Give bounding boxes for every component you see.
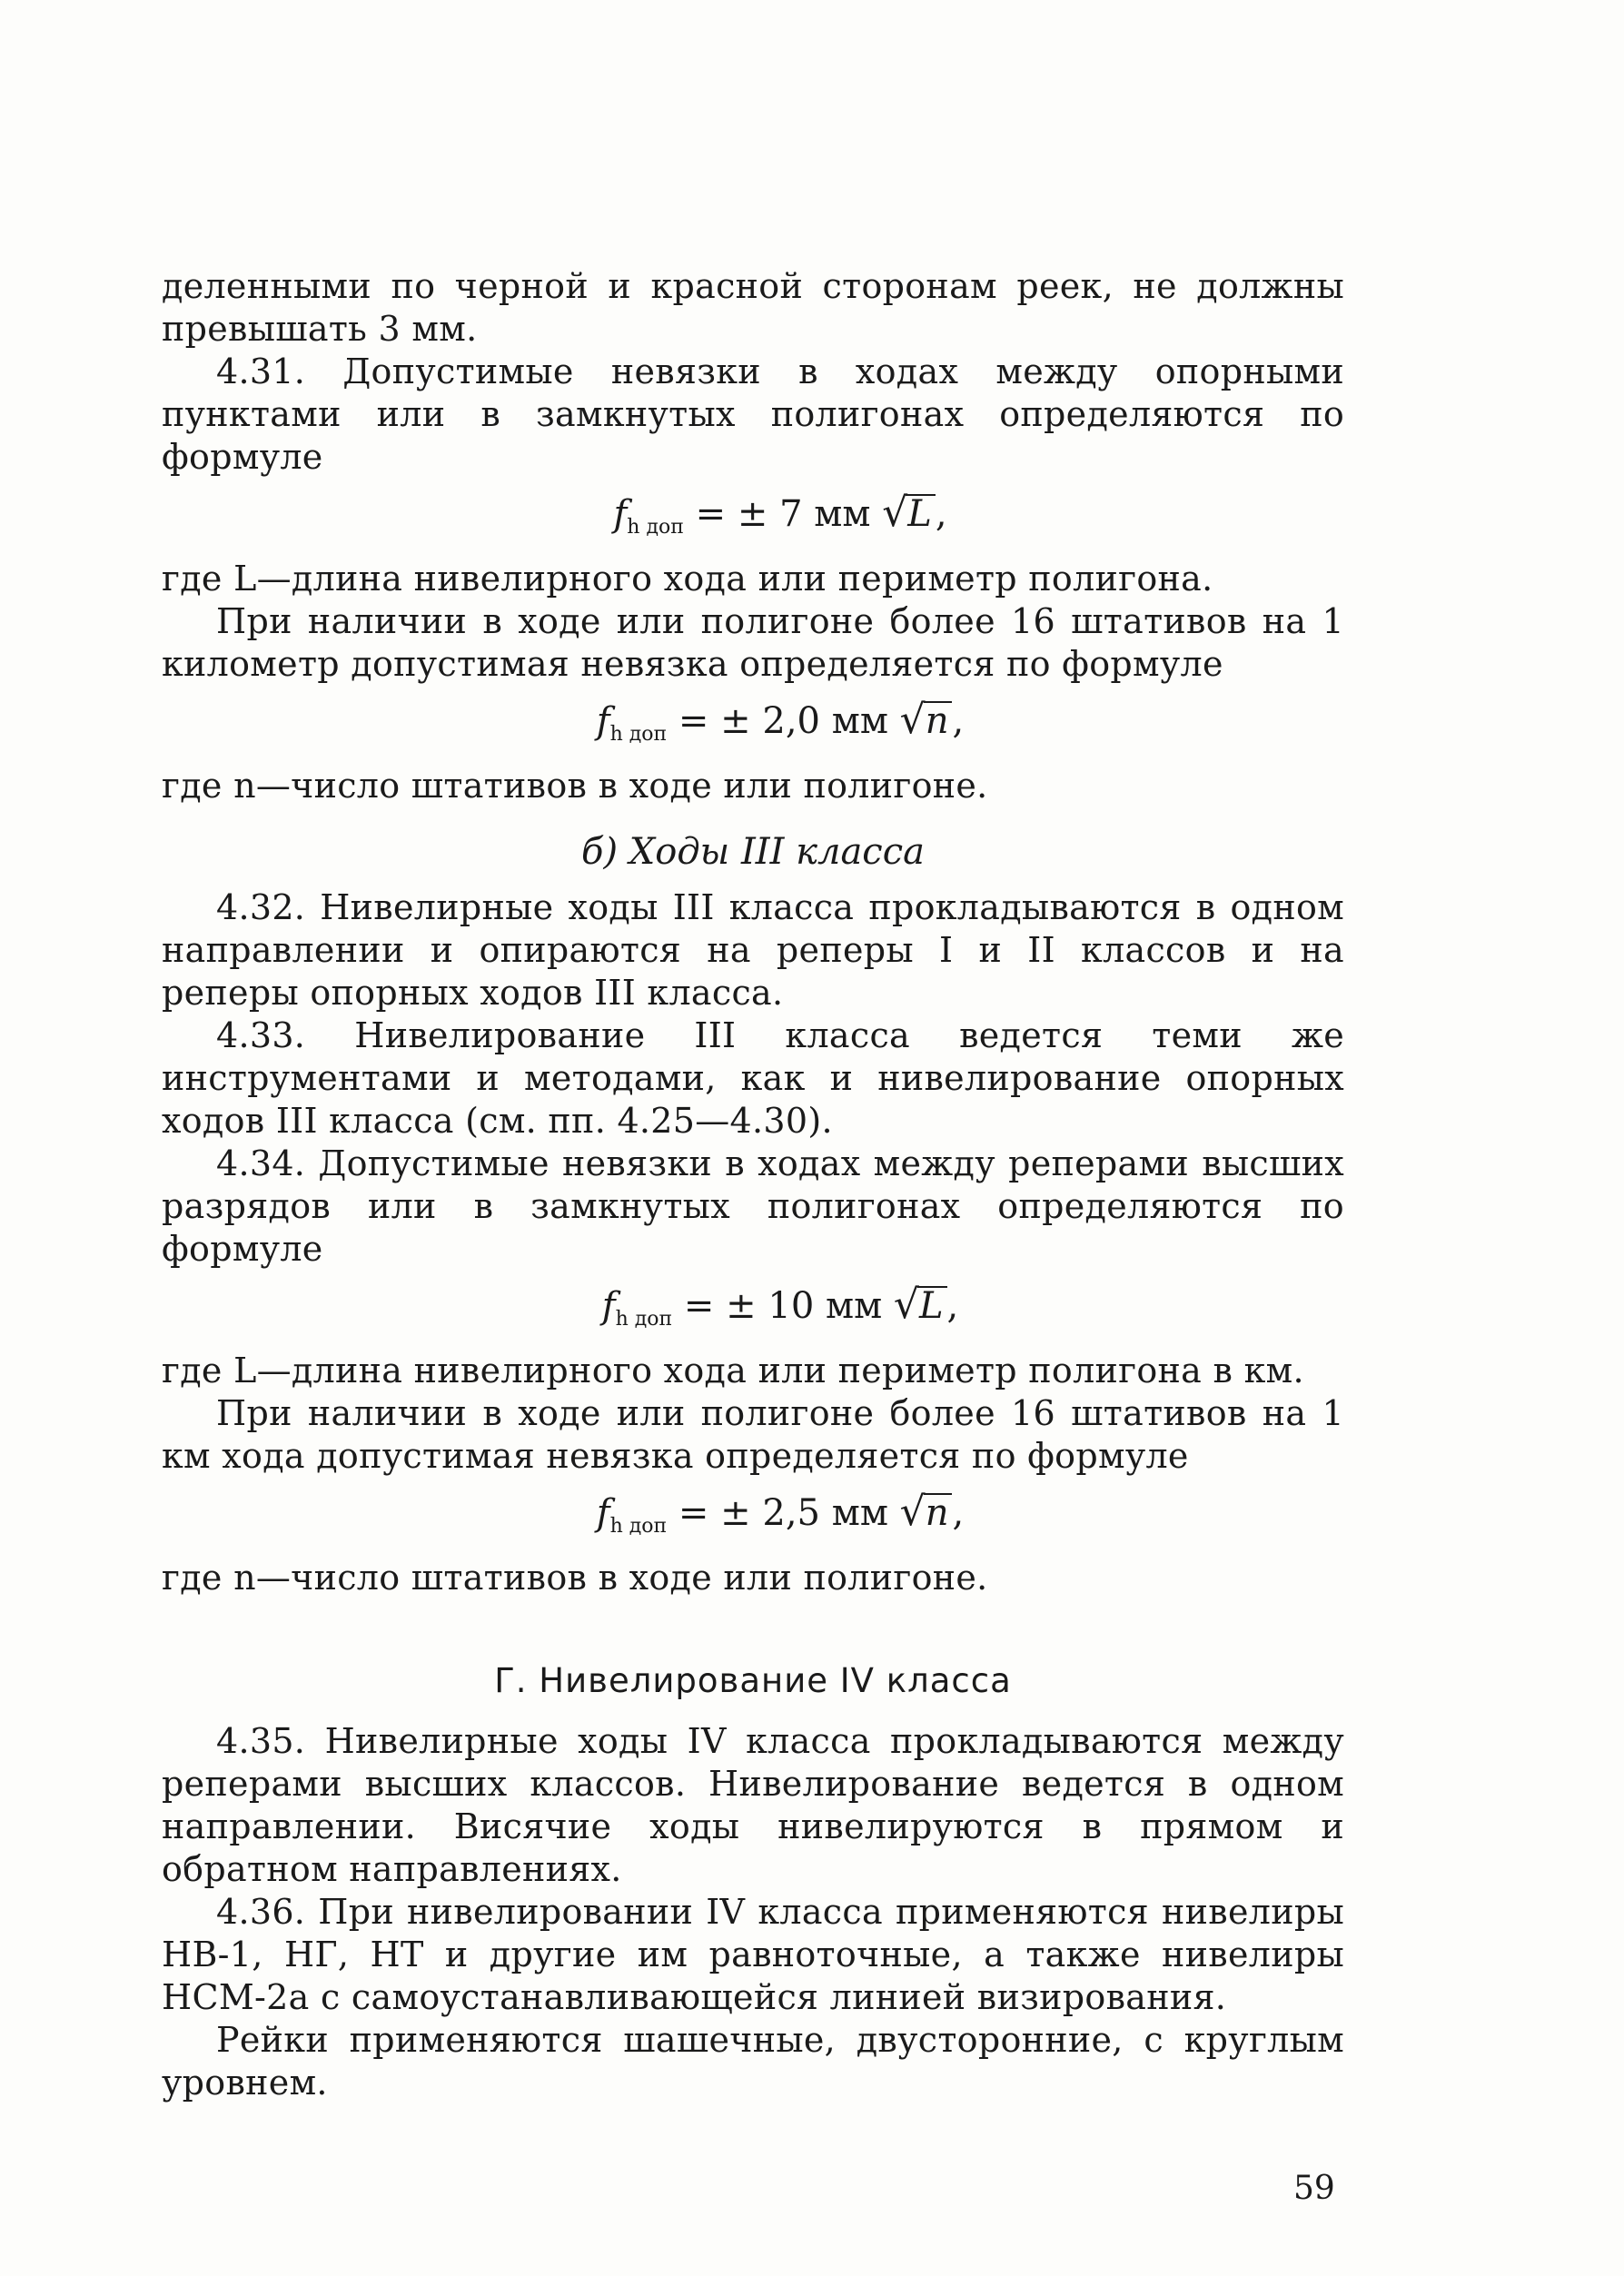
subsection-heading-b: б) Ходы III класса	[581, 831, 925, 873]
paragraph-4-33: 4.33. Нивелирование III класса ведется теми же инструментами и методами, как и нивелирование опорных ходов III класса (см. пп. 4.25—4.30).	[162, 1015, 1344, 1141]
formula-subscript: h доп	[615, 1308, 673, 1331]
paragraph-4-31: 4.31. Допустимые невязки в ходах между опорными пунктами или в замкнутых полигонах определяются по формуле	[162, 351, 1344, 477]
formula-radicand: n	[924, 1493, 953, 1531]
paragraph-4-35: 4.35. Нивелирные ходы IV класса прокладываются между реперами высших классов. Нивелирование ведется в одном направлении. Висячие ходы нивелируются в прямом и обратном направлениях.	[162, 1721, 1344, 1889]
formula-subscript: h доп	[627, 516, 684, 539]
formula-punct: ,	[946, 1285, 959, 1327]
paragraph-16-tripods: При наличии в ходе или полигоне более 16 штативов на 1 километр допустимая невязка определяется по формуле	[162, 601, 1344, 684]
paragraph-rods: Рейки применяются шашечные, двусторонние, с круглым уровнем.	[162, 2020, 1344, 2103]
radical-icon: √	[899, 697, 926, 743]
radical-icon: √	[882, 490, 908, 536]
paragraph-where-n-2: где n—число штативов в ходе или полигоне.	[162, 1558, 988, 1598]
formula-coefficient: = ± 2,0 мм	[667, 700, 888, 742]
formula-radicand: L	[906, 494, 936, 532]
text-column	[162, 265, 1344, 2104]
formula-subscript: h доп	[609, 723, 668, 746]
paragraph-where-L: где L—длина нивелирного хода или периметр полигона.	[162, 559, 1213, 599]
formula-subscript: h доп	[609, 1515, 668, 1538]
paragraph-16-tripods-km: При наличии в ходе или полигоне более 16 штативов на 1 км хода допустимая невязка определяется по формуле	[162, 1393, 1344, 1476]
formula-4-34-n	[162, 1490, 1344, 1548]
formula-4-31	[162, 491, 1344, 549]
paragraph-4-32: 4.32. Нивелирные ходы III класса прокладываются в одном направлении и опираются на реперы I и II классов и на реперы опорных ходов III класса.	[162, 887, 1344, 1013]
formula-punct: ,	[952, 1492, 965, 1534]
formula-punct: ,	[952, 700, 965, 742]
radical-icon: √	[893, 1281, 919, 1328]
formula-lhs: f	[613, 493, 628, 535]
formula-coefficient: = ± 10 мм	[672, 1285, 883, 1327]
formula-punct: ,	[935, 493, 947, 535]
formula-coefficient: = ± 2,5 мм	[667, 1492, 888, 1534]
paragraph-continuation: деленными по черной и красной сторонам реек, не должны превышать 3 мм.	[162, 266, 1344, 349]
formula-4-34	[162, 1283, 1344, 1341]
formula-4-31-n	[162, 698, 1344, 756]
formula-lhs: f	[596, 700, 610, 742]
paragraph-where-L-km: где L—длина нивелирного хода или периметр полигона в км.	[162, 1351, 1304, 1390]
paragraph-4-36: 4.36. При нивелировании IV класса применяются нивелиры НВ-1, НГ, НТ и другие им равноточные, а также нивелиры НСМ-2а с самоустанавливающейся линией визирования.	[162, 1892, 1344, 2017]
formula-lhs: f	[596, 1492, 610, 1534]
formula-radicand: L	[917, 1286, 947, 1324]
radical-icon: √	[899, 1489, 926, 1535]
paragraph-4-34: 4.34. Допустимые невязки в ходах между реперами высших разрядов или в замкнутых полигонах определяются по формуле	[162, 1143, 1344, 1269]
section-heading-g: Г. Нивелирование IV класса	[494, 1661, 1012, 1700]
formula-lhs: f	[601, 1285, 616, 1327]
page-number: 59	[1293, 2170, 1335, 2207]
formula-coefficient: = ± 7 мм	[683, 493, 871, 535]
formula-radicand: n	[924, 701, 953, 739]
paragraph-where-n: где n—число штативов в ходе или полигоне.	[162, 766, 988, 806]
